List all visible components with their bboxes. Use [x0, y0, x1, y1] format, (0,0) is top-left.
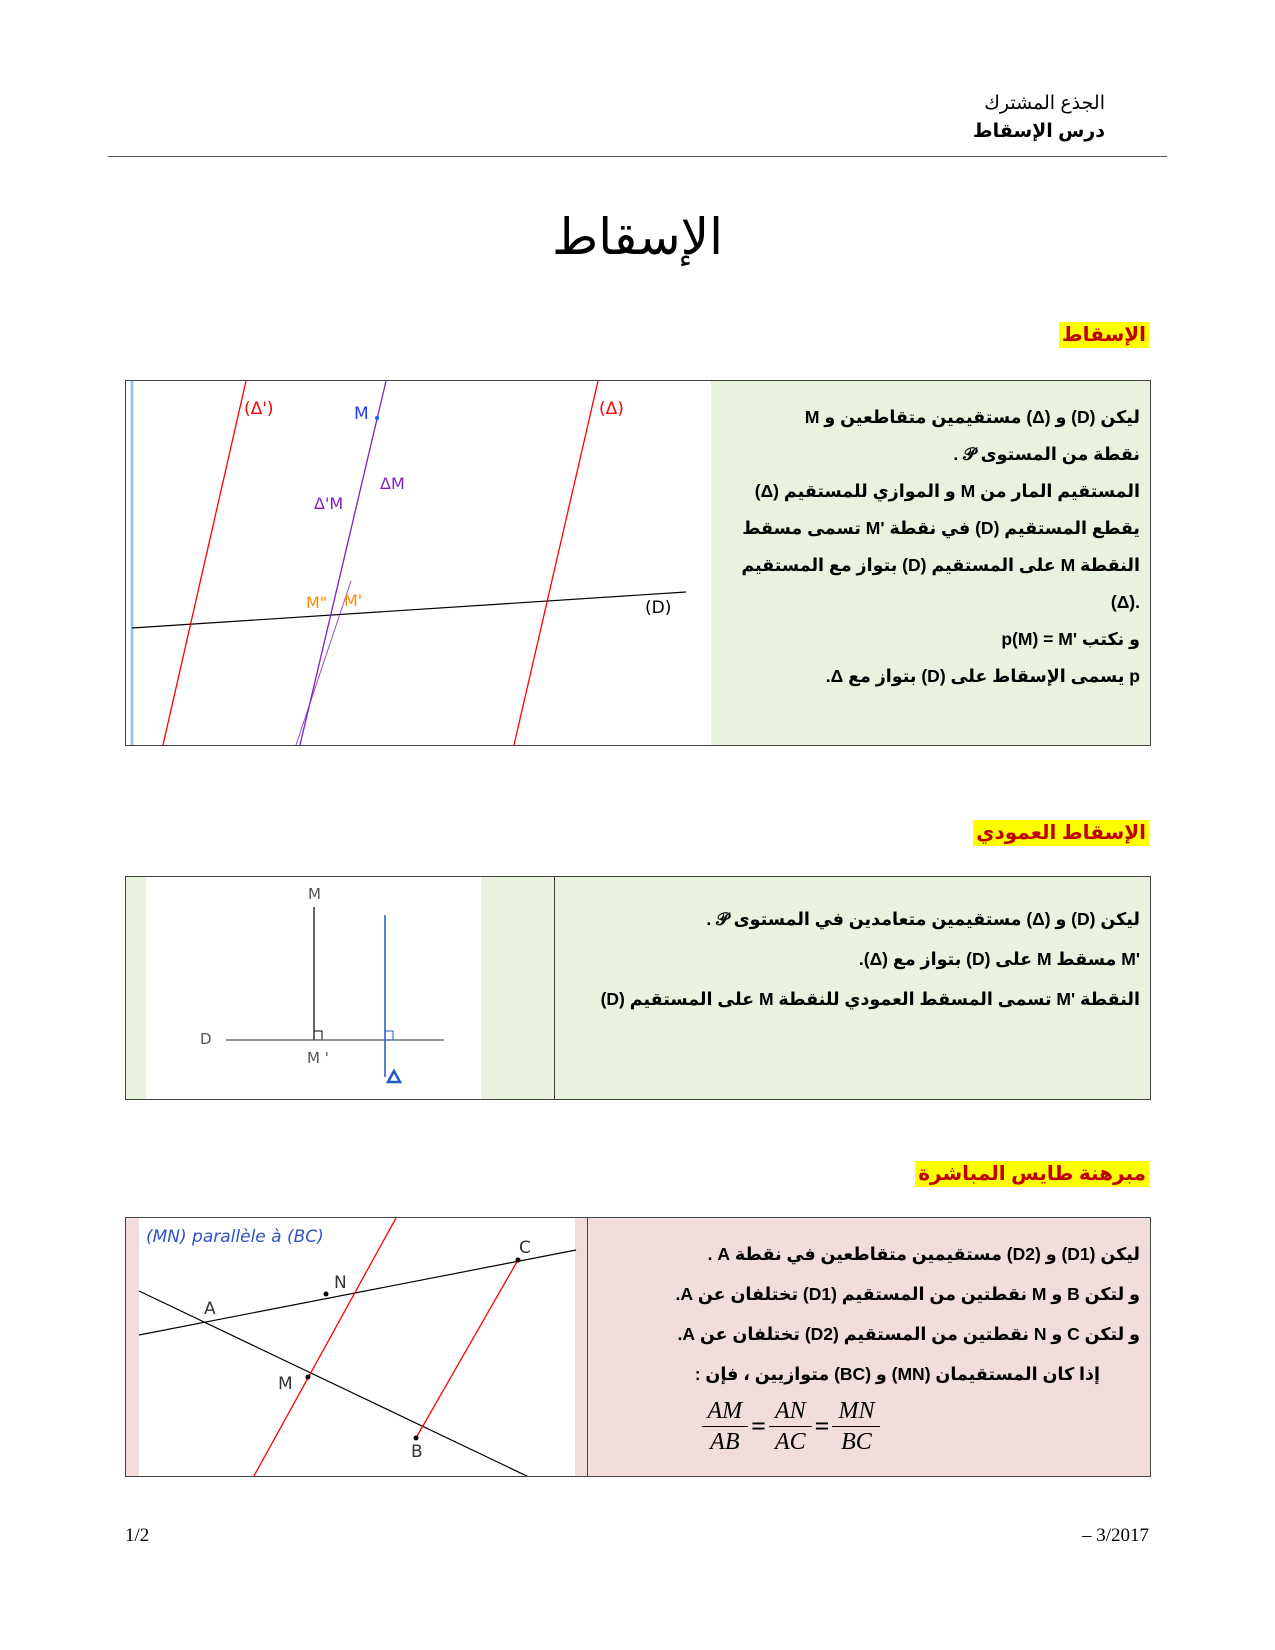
- thales-box: [125, 1217, 1151, 1477]
- fraction-an-ac: [769, 1396, 812, 1457]
- text-line: ليكن (D) و (Δ) مستقيمين متعامدين في المستوى 𝒫 .: [706, 909, 1140, 929]
- orthogonal-text: [554, 877, 1150, 1099]
- text-line: إذا كان المستقيمان (MN) و (BC) متوازيين ، فإن :: [694, 1364, 1100, 1384]
- label-m-prime: M': [344, 591, 363, 610]
- label-a: A: [204, 1299, 216, 1319]
- fraction-am-ab: [702, 1396, 749, 1457]
- label-c: C: [519, 1238, 531, 1258]
- page-title: الإسقاط: [551, 209, 724, 265]
- orthogonal-figure: [126, 877, 554, 1099]
- text-line: يقطع المستقيم (D) في نقطة 'M تسمى مسقط: [742, 518, 1140, 538]
- numerator: AN: [769, 1396, 812, 1427]
- denominator: AB: [710, 1429, 740, 1455]
- section-heading-projection: الإسقاط: [1059, 322, 1149, 348]
- label-delta-prime: (Δ'): [244, 399, 274, 419]
- label-delta: (Δ): [599, 399, 624, 419]
- thales-formula: [602, 1396, 1140, 1457]
- text-line: ليكن (D) و (Δ) مستقيمين متقاطعين و M: [804, 407, 1140, 427]
- label-delta-prime-m: Δ'M: [314, 494, 344, 513]
- point-m: [375, 416, 379, 420]
- header-rule: [108, 156, 1167, 157]
- label-d: (D): [645, 598, 672, 618]
- label-n: N: [334, 1273, 347, 1293]
- text-line: النقطة 'M تسمى المسقط العمودي للنقطة M على المستقيم (D): [600, 989, 1140, 1009]
- label-m-double-prime: M": [306, 593, 328, 612]
- projection-figure: [126, 381, 711, 745]
- numerator: AM: [702, 1396, 749, 1427]
- equals-sign: =: [814, 1411, 830, 1441]
- orthogonal-box: [125, 876, 1151, 1100]
- text-line: و لتكن B و M نقطتين من المستقيم (D1) تختلفان عن A.: [675, 1284, 1140, 1304]
- text-line: ليكن (D1) و (D2) مستقيمين متقاطعين في نقطة A .: [707, 1244, 1140, 1264]
- text-line: نقطة من المستوى 𝒫 .: [953, 444, 1140, 464]
- header-level: الجذع المشترك: [984, 93, 1105, 114]
- numerator: MN: [832, 1396, 880, 1427]
- figure-caption: (MN) parallèle à (BC): [146, 1227, 324, 1247]
- text-line: و نكتب 'p(M) = M: [1001, 629, 1140, 649]
- thales-text: [587, 1218, 1150, 1476]
- text-line: النقطة M على المستقيم (D) بتواز مع المستقيم: [741, 555, 1140, 575]
- label-b: B: [411, 1442, 423, 1462]
- denominator: BC: [841, 1429, 872, 1455]
- equals-sign: =: [751, 1411, 766, 1441]
- section-heading-thales: مبرهنة طايس المباشرة: [915, 1161, 1149, 1187]
- thales-figure: [126, 1218, 587, 1476]
- text-line: 'M مسقط M على (D) بتواز مع (Δ).: [858, 949, 1140, 969]
- label-m: M: [278, 1374, 293, 1394]
- header-lesson: درس الإسقاط: [972, 121, 1105, 142]
- text-line: و لتكن C و N نقطتين من المستقيم (D2) تختلفان عن A.: [677, 1324, 1140, 1344]
- label-delta-m: ΔM: [380, 474, 405, 493]
- fraction-mn-bc: [832, 1396, 880, 1457]
- projection-box: [125, 380, 1151, 746]
- text-line: .(Δ): [1110, 592, 1140, 612]
- section-heading-orthogonal: الإسقاط العمودي: [973, 820, 1149, 846]
- text-line: p يسمى الإسقاط على (D) بتواز مع Δ.: [825, 666, 1140, 686]
- label-d: D: [200, 1030, 212, 1048]
- page-number: 1/2: [125, 1525, 150, 1546]
- projection-text: [711, 381, 1150, 745]
- label-m-prime: M ': [307, 1049, 329, 1067]
- footer-date: – 3/2017: [1081, 1525, 1149, 1546]
- text-line: المستقيم المار من M و الموازي للمستقيم (Δ): [754, 481, 1140, 501]
- label-m: M: [354, 404, 369, 424]
- denominator: AC: [774, 1429, 806, 1455]
- label-m: M: [308, 885, 321, 903]
